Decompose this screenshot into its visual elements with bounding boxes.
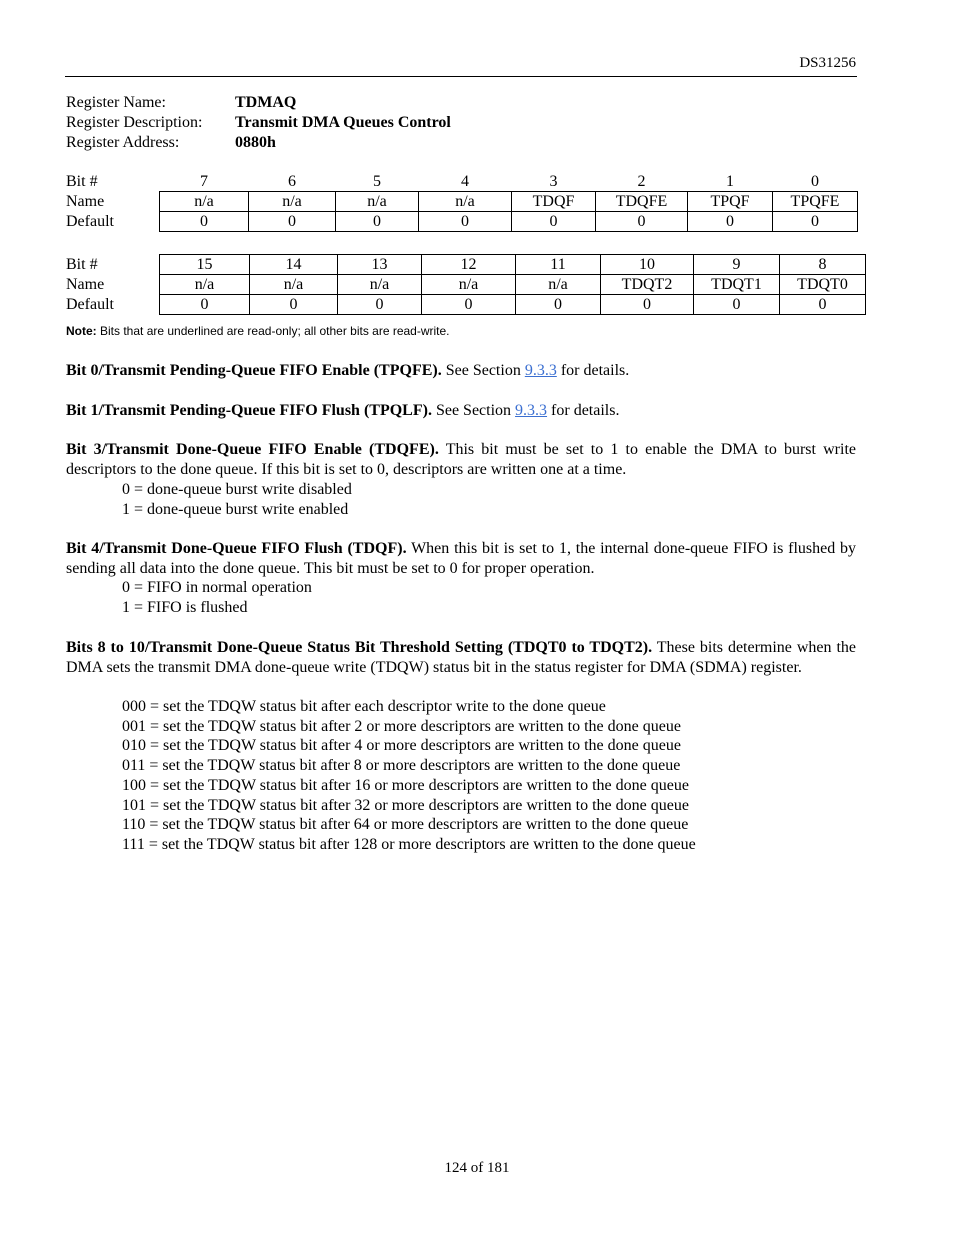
register-name-row	[66, 93, 451, 113]
bit0-text-post: for details.	[556, 362, 630, 379]
bit-default-cell: 0	[516, 295, 601, 315]
bit-name-cell: n/a	[160, 275, 250, 295]
register-info	[66, 93, 451, 153]
list-item: 0 = done-queue burst write disabled	[122, 481, 352, 498]
bit-name-cell: n/a	[336, 192, 419, 212]
register-name-label: Register Name:	[66, 94, 166, 111]
list-item: 000 = set the TDQW status bit after each descriptor write to the done queue	[122, 698, 606, 715]
list-item: 110 = set the TDQW status bit after 64 or more descriptors are written to the done queue	[122, 816, 689, 834]
bit-table-low	[65, 172, 858, 232]
bit-number-cell: 5	[373, 173, 381, 190]
bit-name-cell: TDQF	[512, 192, 596, 212]
bit1-description	[66, 401, 856, 421]
bit0-title: Bit 0/Transmit Pending-Queue FIFO Enable (TPQFE).	[66, 362, 442, 379]
bit-name-cell: n/a	[160, 192, 249, 212]
list-item: 1 = done-queue burst write enabled	[122, 500, 349, 518]
list-item: 111 = set the TDQW status bit after 128 or more descriptors are written to the done queue	[122, 835, 696, 853]
bit4-title: Bit 4/Transmit Done-Queue FIFO Flush (TDQF).	[66, 540, 407, 557]
bit-default-cell: 0	[694, 295, 780, 315]
bit-name-cell: n/a	[516, 275, 601, 295]
register-description-row	[66, 113, 451, 133]
bit-name-cell: TPQFE	[773, 192, 858, 212]
bit-number-cell: 11	[516, 255, 601, 275]
bit-default-cell: 0	[160, 212, 249, 232]
bit-name-cell: n/a	[419, 192, 512, 212]
register-address: 0880h	[235, 134, 276, 151]
bit0-text-pre: See Section	[441, 362, 525, 379]
bit0-description	[66, 361, 856, 381]
bit-number-cell: 4	[461, 173, 469, 190]
bit-default-cell: 0	[780, 295, 866, 315]
bit3-title: Bit 3/Transmit Done-Queue FIFO Enable (TDQFE).	[66, 441, 439, 458]
bit-default-cell: 0	[422, 295, 516, 315]
note-text: Bits that are underlined are read-only; all other bits are read-write.	[96, 324, 450, 338]
list-item: 010 = set the TDQW status bit after 4 or more descriptors are written to the done queue	[122, 737, 681, 755]
bit-default-cell: 0	[338, 295, 422, 315]
bits8-10-text: These bits determine when the DMA sets the transmit DMA done-queue write (TDQW) status bit in the status register for DMA (SDMA) register.	[66, 639, 856, 676]
bit3-text: This bit must be set to 1 to enable the DMA to burst write descriptors to the done queue. If this bit is set to 0, descriptors are written one at a time.	[66, 441, 857, 478]
bit-number-cell: 9	[694, 255, 780, 275]
header-rule	[65, 76, 857, 77]
bit-number-cell: 13	[338, 255, 422, 275]
table-note	[66, 324, 450, 338]
bit-name-cell: TDQT1	[694, 275, 780, 295]
bit-name-cell: TPQF	[688, 192, 773, 212]
bit-default-row	[65, 295, 866, 315]
bit4-text: When this bit is set to 1, the internal done-queue FIFO is flushed by sending all data into the done queue. This bit must be set to 0 for proper operation.	[66, 540, 857, 577]
bit3-description	[66, 440, 856, 479]
bit-number-row	[65, 172, 858, 192]
bit-name-cell: n/a	[422, 275, 516, 295]
bit-number-cell: 8	[780, 255, 866, 275]
row-label: Bit #	[66, 256, 98, 273]
bit-number-cell: 1	[726, 173, 734, 190]
bit-number-cell: 12	[422, 255, 516, 275]
bit-name-cell: TDQFE	[596, 192, 688, 212]
bit-name-cell: n/a	[338, 275, 422, 295]
bit1-text-pre: See Section	[431, 402, 516, 419]
bit-default-cell: 0	[596, 212, 688, 232]
page-number: 124 of 181	[444, 1160, 510, 1176]
bit-default-cell: 0	[688, 212, 773, 232]
section-link[interactable]: 9.3.3	[524, 362, 557, 379]
bits8-10-options	[122, 697, 696, 855]
bit3-options	[122, 480, 352, 519]
document-id: DS31256	[799, 55, 856, 71]
bits8-10-title: Bits 8 to 10/Transmit Done-Queue Status Bit Threshold Setting (TDQT0 to TDQT2).	[66, 639, 653, 656]
bit-default-cell: 0	[601, 295, 694, 315]
register-address-row	[66, 133, 451, 153]
bit-number-cell: 2	[637, 173, 646, 190]
bit-default-cell: 0	[249, 212, 336, 232]
list-item: 101 = set the TDQW status bit after 32 or more descriptors are written to the done queue	[122, 796, 689, 814]
row-label: Bit #	[66, 173, 98, 191]
bit-default-cell: 0	[512, 212, 596, 232]
bit1-text-post: for details.	[547, 402, 620, 419]
bit-number-cell: 7	[200, 173, 208, 190]
row-label: Name	[66, 276, 105, 293]
bit-number-row	[65, 255, 866, 275]
register-description: Transmit DMA Queues Control	[235, 114, 451, 131]
bit-default-cell: 0	[419, 212, 512, 232]
bit-name-cell: n/a	[250, 275, 338, 295]
bit-name-row	[65, 192, 858, 212]
section-link[interactable]: 9.3.3	[515, 402, 548, 419]
bit-default-cell: 0	[250, 295, 338, 315]
bit-default-cell: 0	[336, 212, 419, 232]
bit-name-cell: TDQT2	[601, 275, 694, 295]
bit-table-high	[65, 254, 866, 315]
register-address-label: Register Address:	[66, 134, 180, 151]
list-item: 100 = set the TDQW status bit after 16 or more descriptors are written to the done queue	[122, 776, 689, 794]
bit-default-row	[65, 212, 858, 232]
list-item: 0 = FIFO in normal operation	[122, 579, 312, 596]
list-item: 1 = FIFO is flushed	[122, 598, 248, 616]
list-item: 001 = set the TDQW status bit after 2 or more descriptors are written to the done queue	[122, 717, 681, 735]
list-item: 011 = set the TDQW status bit after 8 or more descriptors are written to the done queue	[122, 757, 681, 775]
bit-name-cell: TDQT0	[780, 275, 866, 295]
register-name: TDMAQ	[235, 94, 297, 111]
bit-number-cell: 14	[250, 255, 338, 275]
bit4-description	[66, 539, 856, 578]
bit-default-cell: 0	[160, 295, 250, 315]
bit-default-cell: 0	[773, 212, 858, 232]
bit-number-cell: 6	[288, 173, 296, 190]
bits8-10-description	[66, 638, 856, 677]
bit-number-cell: 0	[811, 173, 819, 190]
bit1-title: Bit 1/Transmit Pending-Queue FIFO Flush (TPQLF).	[66, 402, 432, 419]
bit-name-cell: n/a	[249, 192, 336, 212]
row-label: Default	[66, 213, 114, 230]
register-description-label: Register Description:	[66, 114, 203, 131]
bit-number-cell: 10	[601, 255, 694, 275]
bit4-options	[122, 578, 312, 617]
bit-number-cell: 15	[160, 255, 250, 275]
bit-name-row	[65, 275, 866, 295]
row-label: Default	[66, 296, 114, 313]
note-label: Note:	[66, 324, 97, 338]
row-label: Name	[66, 193, 105, 210]
bit-number-cell: 3	[549, 173, 558, 190]
